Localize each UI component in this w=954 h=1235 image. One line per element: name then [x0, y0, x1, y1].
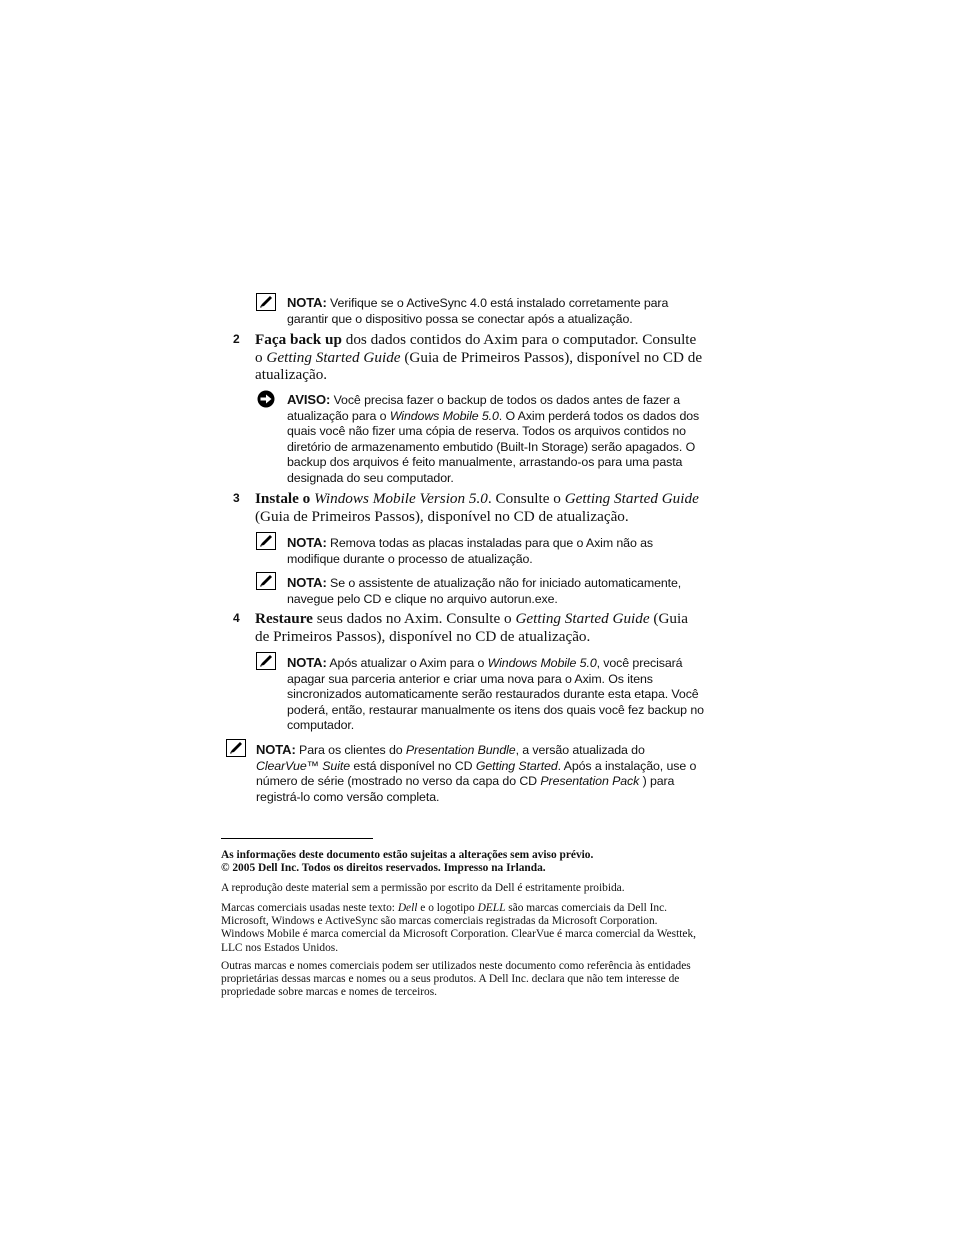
step-number: 3 [233, 491, 240, 505]
product-name: Windows Mobile 5.0 [487, 656, 597, 670]
note-autorun [287, 575, 707, 607]
brand-name: Dell [397, 902, 418, 914]
note-activesync [287, 295, 707, 327]
legal-other-marks: Outras marcas e nomes comerciais podem ser utilizados neste documento como referência às entidades proprietárias dessas marcas e nomes ou a seus produtos. A Dell Inc. declara que não tem interesse de propriedade sobre marcas e nomes de terceiros. [221, 960, 691, 999]
note-clearvue [256, 742, 706, 805]
note-partnership [287, 655, 707, 734]
note-text: Se o assistente de atualização não for iniciado automaticamente, navegue pelo CD e clique no arquivo autorun.exe. [287, 576, 682, 606]
note-text: está disponível no CD [350, 758, 476, 773]
legal-text: e o logotipo [417, 902, 478, 914]
warning-arrow-icon [256, 390, 276, 408]
product-name: Windows Mobile 5.0 [389, 408, 499, 423]
warning-backup [287, 392, 707, 487]
note-label: NOTA: [256, 742, 296, 757]
guide-title: Getting Started Guide [564, 490, 699, 507]
product-name: Windows Mobile Version 5.0 [314, 490, 488, 507]
legal-text: Marcas comerciais usadas neste texto: [221, 902, 398, 914]
step-number: 4 [233, 611, 240, 625]
legal-line-2: © 2005 Dell Inc. Todos os direitos reservados. Impresso na Irlanda. [221, 862, 546, 875]
step-2 [233, 331, 705, 384]
legal-trademarks [221, 902, 703, 955]
legal-notice [221, 849, 703, 875]
step-text: (Guia de Primeiros Passos), disponível no CD de atualização. [255, 507, 629, 525]
note-label: NOTA: [287, 655, 327, 670]
note-remove-cards [287, 535, 707, 567]
footer-divider [221, 838, 373, 839]
step-action: Instale o [255, 490, 311, 507]
note-text: Após atualizar o Axim para o [329, 656, 488, 670]
step-number: 2 [233, 332, 240, 346]
warning-label: AVISO: [287, 392, 331, 407]
product-name: Getting Started [475, 758, 558, 773]
step-action: Restaure [255, 610, 313, 627]
warning-text: Você precisa fazer o backup de todos os dados antes de fazer a atualização para o [287, 393, 681, 423]
step-text: dos dados contidos do Axim para o computador. Consulte o [255, 331, 697, 366]
note-label: NOTA: [287, 575, 327, 590]
note-pencil-icon [256, 652, 276, 670]
step-text: . Consulte o [487, 490, 565, 507]
step-text: (Guia de Primeiros Passos), disponível no CD de atualização. [255, 610, 688, 645]
note-text: ) para registrá-lo como versão completa. [256, 774, 675, 804]
note-text: Para os clientes do [299, 743, 406, 757]
product-name: Presentation Bundle [405, 743, 516, 757]
note-pencil-icon [256, 532, 276, 550]
product-name: Presentation Pack [540, 774, 640, 789]
product-name: ClearVue™ Suite [256, 758, 351, 773]
note-text: Remova todas as placas instaladas para que o Axim não as modifique durante o processo de atualização. [287, 536, 653, 566]
note-text: , a versão atualizada do [515, 743, 645, 757]
step-text: seus dados no Axim. Consulte o [312, 610, 516, 627]
brand-logo-name: DELL [477, 902, 506, 914]
guide-title: Getting Started Guide [515, 610, 650, 627]
note-text: , você precisará apagar sua parceria anterior e criar uma nova para o Axim. Os itens sincronizados automaticamente serão restaurados durante esta etapa. Você poderá, então, restaurar manualmente os itens dos quais você fez backup no computador. [287, 656, 704, 733]
step-3 [233, 490, 705, 525]
note-pencil-icon [256, 293, 276, 311]
legal-text: são marcas comerciais da Dell Inc. Microsoft, Windows e ActiveSync são marcas comerciais registradas da Microsoft Corporation. Windows Mobile é marca comercial da Microsoft Corporation. ClearVue é marca comercial da Westtek, LLC nos Estados Unidos. [221, 902, 697, 954]
legal-line-1: As informações deste documento estão sujeitas a alterações sem aviso prévio. [221, 849, 594, 861]
note-text: Verifique se o ActiveSync 4.0 está instalado corretamente para garantir que o dispositivo possa se conectar após a atualização. [287, 296, 669, 326]
legal-reproduction: A reprodução deste material sem a permissão por escrito da Dell é estritamente proibida. [221, 882, 625, 894]
note-label: NOTA: [287, 295, 327, 310]
step-4 [233, 610, 705, 645]
step-action: Faça back up [255, 331, 342, 348]
warning-text: . O Axim perderá todos os dados dos quais você não fizer uma cópia de reserva. Todos os arquivos contidos no diretório de armazenamento embutido (Built-In Storage) serão apagados. O backup dos arquivos é feito manualmente, arrastando-os para uma pasta designada do seu computador. [287, 408, 700, 485]
note-text: . Após a instalação, use o número de série (mostrado no verso da capa do CD [256, 758, 697, 789]
note-pencil-icon [256, 572, 276, 590]
note-pencil-icon [226, 739, 246, 757]
note-label: NOTA: [287, 535, 327, 550]
guide-title: Getting Started Guide [266, 348, 401, 366]
step-text: (Guia de Primeiros Passos), disponível no CD de atualização. [255, 348, 703, 384]
